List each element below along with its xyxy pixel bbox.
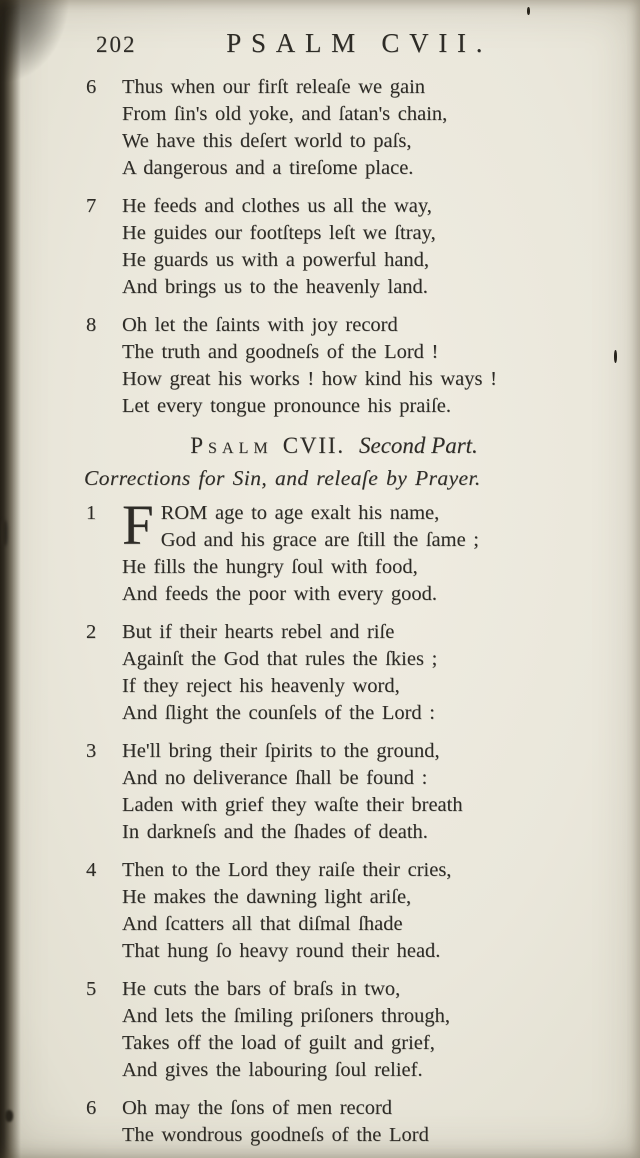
psalm-second-part-verses [86,494,582,1149]
verse-line: He makes the dawning light ariſe, [122,886,412,908]
verse-line: The truth and goodneſs of the Lord ! [122,341,439,363]
verse-line: And no deliverance ſhall be found : [122,767,428,789]
page-header [86,26,582,62]
verse-body [122,976,582,1084]
verse-body [122,74,582,182]
verse-line: Takes off the load of guilt and grief, [122,1032,435,1054]
verse-number: 6 [86,76,97,98]
verse-line: He'll bring their ſpirits to the ground, [122,740,440,762]
verse-body [122,738,582,846]
verse [86,1095,582,1149]
psalm-first-part-verses [86,74,582,420]
verse [86,494,582,608]
verse-line: Oh let the ſaints with joy record [122,314,398,336]
verse-line: Let every tongue pronounce his praiſe. [122,395,451,417]
page-stain [0,0,70,84]
verse-number: 4 [86,859,97,881]
verse-line: Againſt the God that rules the ſkies ; [122,648,438,670]
verse-line: But if their hearts rebel and riſe [122,621,395,643]
ink-speck [2,520,7,546]
verse-line: Thus when our firſt releaſe we gain [122,76,426,98]
page-number: 202 [96,32,137,57]
verse-line: God and his grace are ſtill the ſame ; [160,529,479,551]
verse-number: 2 [86,621,97,643]
verse-line: If they reject his heavenly word, [122,675,400,697]
psalm-subtitle: Corrections for Sin, and releaſe by Prayer. [84,466,481,490]
psalm-word: Psalm [190,433,273,458]
psalm-numeral: CVII. [282,433,345,458]
verse-line: Then to the Lord they raiſe their cries, [122,859,452,881]
verse-line: That hung ſo heavy round their head. [122,940,441,962]
part-label: Second Part. [358,433,478,458]
verse-line: And lets the ſmiling priſoners through, [122,1005,450,1027]
verse-line: A dangerous and a tireſome place. [122,157,414,179]
section-heading [86,431,582,461]
verse [86,976,582,1084]
verse-number: 7 [86,195,97,217]
verse-line: ROM age to age exalt his name, [160,502,440,524]
verse-line: From ſin's old yoke, and ſatan's chain, [122,103,448,125]
verse-line: And ſlight the counſels of the Lord : [122,702,435,724]
verse [86,74,582,182]
verse [86,857,582,965]
verse-line: He guards us with a powerful hand, [122,249,430,271]
verse-number: 6 [86,1097,97,1119]
verse [86,312,582,420]
verse-line: He fills the hungry ſoul with food, [122,556,418,578]
verse-body [122,193,582,301]
verse-line: And feeds the poor with every good. [122,583,438,605]
verse-line: And brings us to the heavenly land. [122,276,428,298]
verse-number: 5 [86,978,97,1000]
verse-body [122,312,582,420]
verse-number: 1 [86,502,97,524]
verse-line: In darkneſs and the ſhades of death. [122,821,428,843]
ink-speck [527,7,530,15]
verse [86,738,582,846]
verse-line: And ſcatters all that diſmal ſhade [122,913,403,935]
verse-line: The wondrous goodneſs of the Lord [122,1124,429,1146]
verse-line: He cuts the bars of braſs in two, [122,978,401,1000]
verse [86,193,582,301]
verse-line: Oh may the ſons of men record [122,1097,393,1119]
verse-line: He feeds and clothes us all the way, [122,195,432,217]
verse-body [122,1095,582,1149]
verse-body [122,619,582,727]
verse-line: Laden with grief they waſte their breath [122,794,463,816]
running-title: PSALM CVII. [226,28,493,58]
verse-line: And gives the labouring ſoul relief. [122,1059,423,1081]
drop-cap: F [122,494,154,557]
verse-number: 3 [86,740,97,762]
verse-line: He guides our footſteps leſt we ſtray, [122,222,436,244]
verse-number: 8 [86,314,97,336]
verse-line: How great his works ! how kind his ways ! [122,368,497,390]
verse-body [122,494,582,608]
verse [86,619,582,727]
ink-speck [614,350,617,363]
verse-body [122,857,582,965]
ink-speck [5,1110,13,1122]
binding-shadow [0,0,22,1158]
verse-line: We have this deſert world to paſs, [122,130,412,152]
